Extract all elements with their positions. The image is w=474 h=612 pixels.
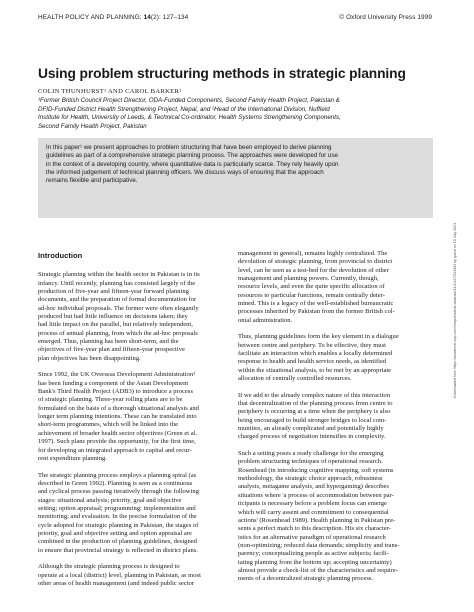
text-line: Rosenhead (in introducing cognitive mapping, soft systems (238, 466, 394, 474)
text-line: actions' (Rosenhead 1989). Health planning in Pakistan pre- (238, 516, 396, 524)
text-line: has been funding a component of the Asian Development (38, 379, 189, 387)
body-paragraph (38, 371, 234, 463)
text-line: emerged. Thus, planning has been short-term, and the (38, 338, 179, 346)
text-line: setting; option appraisal; programming; implementation and (38, 504, 196, 512)
text-line: for developing an integrated approach to capital and recur- (38, 446, 192, 454)
text-line: within the situational analysis, to be met by an appropriate (238, 366, 392, 374)
text-line: combined in the production of planning guidelines, designed (38, 538, 197, 546)
text-line: production of five-year and fifteen-year forward planning (38, 288, 189, 296)
text-line: Although the strategic planning process is designed to (38, 563, 180, 571)
text-line: rent expenditure planning. (38, 454, 107, 462)
text-line: ments of a decentralized strategic planning process. (238, 575, 374, 583)
body-paragraph (38, 563, 234, 588)
text-line: of strategic planning. Three-year rolling plans are to be (38, 396, 183, 404)
text-line: analysis, metagame analysis, and hypergaming) describes (238, 483, 389, 491)
text-line: devolution of strategic planning, from provincial to district (238, 258, 393, 266)
text-line: allocation of centrally controlled resources. (238, 375, 352, 383)
abstract-line: In this paper¹ we present approaches to problem structuring that have been employed to derive planning (46, 144, 332, 151)
journal-citation: HEALTH POLICY AND PLANNING; 14(2): 127–134 (38, 14, 189, 21)
section-heading-introduction: Introduction (38, 251, 83, 260)
text-line: objectives of five-year plan and fifteen-year prospective (38, 346, 185, 354)
text-line: (non-optimizing; reduced data demands; simplicity and trans- (238, 541, 400, 549)
download-watermark (451, 222, 461, 398)
text-line: methodology, the strategic choice approach, robustness (238, 475, 383, 483)
right-column-body (238, 250, 434, 584)
text-line: istics for an alternative paradigm of operational research (238, 533, 386, 541)
body-paragraph (238, 450, 434, 584)
abstract-line: remains flexible and participative. (46, 177, 138, 185)
body-paragraph (38, 271, 234, 363)
author-affiliations (38, 97, 430, 131)
abstract-text (46, 144, 426, 185)
text-line: Thus, planning guidelines form the key element in a dialogue (238, 333, 399, 341)
text-line: cycle adopted for strategic planning in Pakistan, the stages of (38, 521, 199, 529)
text-line: problem structuring techniques of operational research. (238, 458, 383, 466)
publisher-copyright: © Oxford University Press 1999 (339, 14, 432, 21)
text-line: infancy. Until recently, planning has consisted largely of the (38, 279, 196, 287)
text-line: periphery is occurring at a time when the periphery is also (238, 408, 391, 416)
text-line: Such a setting poses a ready challenge for the emerging (238, 450, 384, 458)
text-line: management in general), remains highly centralized. The (238, 250, 388, 257)
body-paragraph (38, 472, 234, 555)
text-line: processes inherited by Pakistan from the former British col- (238, 308, 395, 316)
text-line: longer term planning intentions. These can be translated into (38, 413, 197, 421)
abstract-box (38, 138, 433, 218)
text-line: charged process of negotiation intensifies in complexity. (238, 433, 386, 441)
text-line: short-term programmes, which will be linked into the (38, 421, 179, 429)
text-line: being encouraged to build stronger bridges to local com- (238, 416, 387, 424)
text-line: achievement of broader health sector objectives (Green et al. (38, 429, 198, 437)
body-paragraph (238, 250, 434, 325)
text-line: other areas of health management (and indeed public sector (38, 579, 194, 587)
body-paragraph (238, 392, 434, 442)
author-list: COLIN THUNHURST¹ AND CAROL BARKER² (38, 88, 182, 95)
affiliation-line: Institute for Health, University of Leeds, & Technical Co-ordinator, Health Systems Strengthening Components, (38, 114, 341, 122)
text-line: resource levels, and even the quite specific allocation of (238, 283, 385, 291)
left-column (38, 252, 234, 597)
text-line: onial administration. (238, 316, 293, 324)
text-line: resources to particular functions, remain centrally deter- (238, 291, 385, 299)
text-line: monitoring; and evaluation. In the precise formulation of the (38, 513, 197, 521)
text-line: The strategic planning process employs a planning spiral (as (38, 471, 197, 479)
text-line: sents a perfect match to this description. His six character- (238, 525, 391, 533)
text-line: to ensure that provincial strategy is reflected in district plans. (38, 546, 198, 554)
abstract-line: the informed judgement of technical planning officers. We discuss ways of ensuring that the approach (46, 168, 324, 176)
text-line: If we add to the already complex nature of this interaction (238, 391, 390, 399)
text-line: management and planning powers. Currently, though, (238, 275, 379, 283)
body-paragraph (238, 333, 434, 383)
abstract-line: in the context of a developing country, where quantitative data is particularly scarce. They rely heavily upon (46, 160, 339, 168)
text-line: facilitate an interaction which enables a locally determined (238, 350, 393, 358)
article-title: Using problem structuring methods in strategic planning (38, 66, 406, 81)
affiliation-line: Second Family Health Project, Pakistan (38, 122, 147, 130)
text-line: stages: situational analysis; priority, goal and objective (38, 496, 182, 504)
text-line: had little impact on the parallel, but relatively independent, (38, 321, 193, 329)
text-line: response to health and health service needs, as identified (238, 358, 387, 366)
text-line: 1997). Such plans provide the opportunity, for the first time, (38, 438, 196, 446)
text-line: level, can be seen as a test-bed for the devolution of other (238, 266, 389, 274)
text-line: munities, an already complicated and potentially highly (238, 425, 384, 433)
text-line: ad-hoc individual proposals. The former were often elegantly (38, 304, 199, 312)
right-column (238, 250, 434, 592)
text-line: priority, goal and objective setting and option appraisal are (38, 529, 192, 537)
text-line: parency; conceptualizing people as active subjects; facili- (238, 550, 389, 558)
abstract-line: guidelines as part of a comprehensive strategic planning process. The approaches were developed for use (46, 152, 338, 160)
text-line: plan objectives has been disappointing. (38, 354, 141, 362)
text-line: process of annual planning, from which the ad-hoc proposals (38, 329, 198, 337)
text-line: that decentralization of the planning process from centre to (238, 400, 393, 408)
text-line: formulated on the basis of a thorough situational analysis and (38, 404, 199, 412)
text-line: and cyclical process passing iteratively through the following (38, 488, 199, 496)
left-column-body (38, 271, 234, 588)
affiliation-line: DFID-Funded District Health Strengthening Project, Nepal, and ²Head of the International Division, Nuffield (38, 105, 330, 113)
text-line: documents, and the preparation of formal documentation for (38, 296, 197, 304)
text-line: operate at a local (district) level, planning in Pakistan, as most (38, 571, 201, 579)
text-line: ticipants is necessary before a problem focus can emerge (238, 500, 387, 508)
text-line: Bank's Third Health Project (ADB3) to introduce a process (38, 388, 193, 396)
text-line: Since 1992, the UK Overseas Development Administration² (38, 371, 196, 379)
text-line: situations where 'a process of accommodation between par- (238, 491, 394, 499)
affiliation-line: ¹Former British Council Project Director, ODA-Funded Components, Second Family Health Project, Pakistan & (38, 97, 340, 104)
text-line: Strategic planning within the health sector in Pakistan is in its (38, 271, 200, 279)
download-note: Downloaded from https://academic.oup.com/heapol/article-abstract/14/2/127/621163 by guest on 15 July 2021 (453, 222, 457, 398)
text-line: tating planning from the bottom up; accepting uncertainty) (238, 558, 392, 566)
text-line: produced but had little influence on decisions taken; they (38, 313, 188, 321)
running-head (38, 14, 432, 21)
text-line: between centre and periphery. To be effective, they must (238, 341, 386, 349)
text-line: described in Green 1992). Planning is seen as a continuous (38, 479, 193, 487)
text-line: which will carry assent and commitment to consequential (238, 508, 389, 516)
text-line: mined. This is a legacy of the well-established bureaucratic (238, 300, 394, 308)
text-line: almost provide a check-list of the characteristics and require- (238, 566, 398, 574)
